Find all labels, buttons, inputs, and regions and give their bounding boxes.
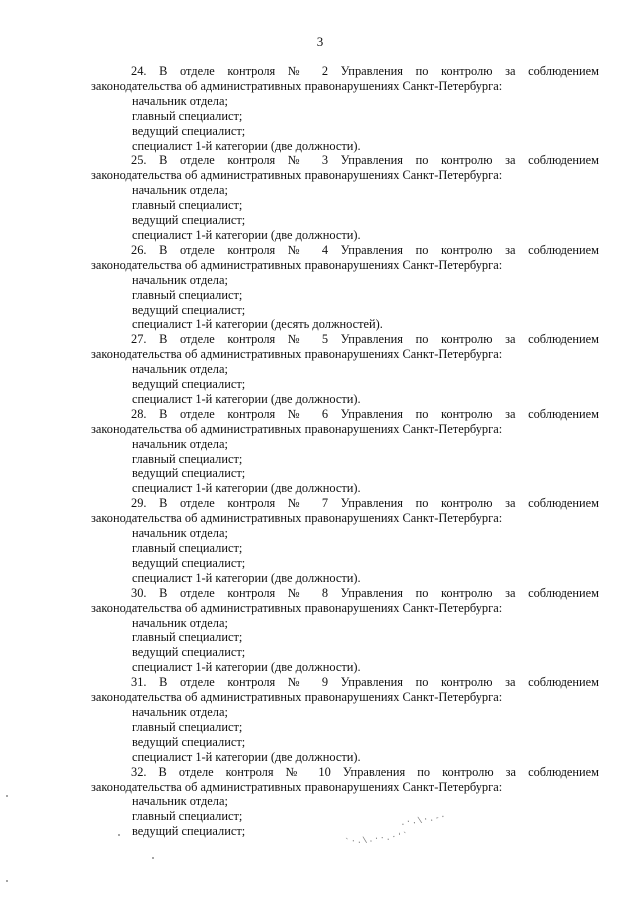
section-heading-continuation: законодательства об административных правонарушениях Санкт-Петербурга:	[91, 600, 503, 615]
position-item: ведущий специалист;	[132, 555, 246, 570]
scan-artifact: .·.\·.-·	[399, 811, 447, 828]
position-item: главный специалист;	[132, 541, 243, 555]
position-item: специалист 1-й категории (две должности).	[132, 660, 361, 675]
position-item: специалист 1-й категории (две должности).	[132, 227, 361, 242]
section-heading-continuation: законодательства об административных правонарушениях Санкт-Петербурга:	[91, 347, 503, 362]
position-item: главный специалист;	[132, 198, 243, 213]
section-item	[91, 64, 599, 153]
position-item: ведущий специалист;	[132, 824, 246, 839]
position-item: специалист 1-й категории (две должности).	[132, 749, 361, 764]
position-item: специалист 1-й категории (две должности).	[132, 481, 361, 496]
section-heading: 28. В отделе контроля № 6 Управления по контролю за соблюдением	[131, 406, 599, 421]
position-item: ведущий специалист;	[132, 645, 246, 660]
section-item	[91, 153, 599, 242]
scan-speck	[6, 795, 8, 797]
position-item: специалист 1-й категории (две должности).	[132, 570, 361, 585]
position-item: начальник отдела;	[132, 794, 228, 809]
position-item: главный специалист;	[132, 719, 243, 734]
position-item: ведущий специалист;	[132, 302, 246, 317]
section-heading-continuation: законодательства об административных правонарушениях Санкт-Петербурга:	[91, 511, 503, 526]
position-item: ведущий специалист;	[132, 123, 246, 138]
scan-artifact: `·.\.··.·'`	[344, 830, 410, 847]
section-heading-continuation: законодательства об административных правонарушениях Санкт-Петербурга:	[91, 78, 503, 93]
position-item: специалист 1-й категории (две должности).	[132, 138, 361, 153]
section-heading: 29. В отделе контроля № 7 Управления по контролю за соблюдением	[131, 496, 599, 511]
position-item: ведущий специалист;	[132, 213, 246, 228]
position-item: главный специалист;	[132, 809, 243, 824]
section-heading-continuation: законодательства об административных правонарушениях Санкт-Петербурга:	[91, 257, 503, 272]
position-item: ведущий специалист;	[132, 734, 246, 749]
section-item	[91, 765, 599, 840]
position-item: ведущий специалист;	[132, 466, 246, 481]
position-item: начальник отдела;	[132, 704, 228, 719]
position-item: начальник отдела;	[132, 183, 228, 198]
position-item: главный специалист;	[132, 451, 243, 466]
section-heading: 27. В отделе контроля № 5 Управления по контролю за соблюдением	[131, 332, 599, 347]
section-heading: 32. В отделе контроля № 10 Управления по контролю за соблюдением	[131, 764, 599, 779]
document-body	[91, 64, 599, 839]
position-item: главный специалист;	[132, 287, 243, 302]
section-item	[91, 407, 599, 496]
section-heading: 31. В отделе контроля № 9 Управления по контролю за соблюдением	[131, 675, 599, 690]
position-item: главный специалист;	[132, 630, 243, 645]
section-item	[91, 496, 599, 585]
position-item: начальник отдела;	[132, 436, 228, 451]
scan-speck	[118, 834, 120, 836]
position-item: специалист 1-й категории (десять должностей).	[132, 317, 383, 332]
position-item: начальник отдела;	[132, 362, 228, 377]
position-item: начальник отдела;	[132, 272, 228, 287]
section-heading-continuation: законодательства об административных правонарушениях Санкт-Петербурга:	[91, 690, 503, 705]
section-heading-continuation: законодательства об административных правонарушениях Санкт-Петербурга:	[91, 168, 503, 183]
position-item: ведущий специалист;	[132, 377, 246, 392]
section-heading-continuation: законодательства об административных правонарушениях Санкт-Петербурга:	[91, 779, 503, 794]
scan-speck	[6, 880, 8, 882]
section-heading: 30. В отделе контроля № 8 Управления по контролю за соблюдением	[131, 585, 599, 600]
section-item	[91, 243, 599, 332]
section-item	[91, 332, 599, 407]
section-heading: 25. В отделе контроля № 3 Управления по контролю за соблюдением	[131, 153, 599, 168]
position-item: начальник отдела;	[132, 526, 228, 541]
scan-speck	[152, 857, 154, 859]
position-item: начальник отдела;	[132, 615, 228, 630]
section-heading: 26. В отделе контроля № 4 Управления по контролю за соблюдением	[131, 242, 599, 257]
section-heading: 24. В отделе контроля № 2 Управления по контролю за соблюдением	[131, 64, 599, 78]
position-item: главный специалист;	[132, 108, 243, 123]
page-number: 3	[316, 34, 324, 49]
position-item: специалист 1-й категории (две должности).	[132, 391, 361, 406]
section-item	[91, 586, 599, 675]
section-heading-continuation: законодательства об административных правонарушениях Санкт-Петербурга:	[91, 421, 503, 436]
section-item	[91, 675, 599, 764]
position-item: начальник отдела;	[132, 93, 228, 108]
